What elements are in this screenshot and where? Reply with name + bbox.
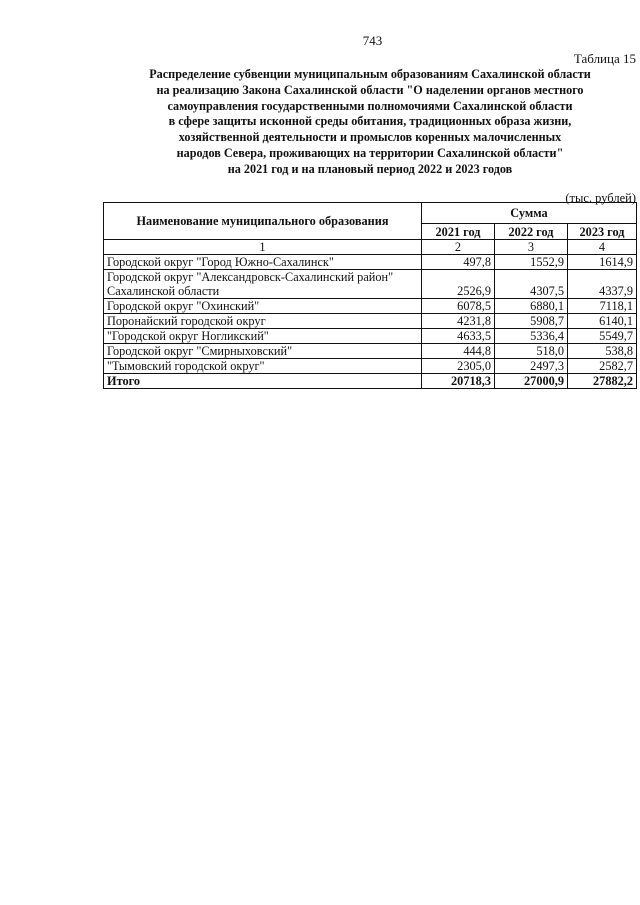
title-line: в сфере защиты исконной среды обитания, традиционных образа жизни, [168, 114, 572, 129]
municipality-name: "Городской округ Ногликский" [104, 329, 422, 344]
total-row [104, 374, 637, 389]
municipality-name: Городской округ "Город Южно-Сахалинск" [104, 255, 422, 270]
total-2022: 27000,9 [495, 374, 568, 389]
total-label: Итого [104, 374, 422, 389]
header-municipality: Наименование муниципального образования [104, 203, 422, 240]
title-line: Распределение субвенции муниципальным образованиям Сахалинской области [149, 67, 591, 81]
municipality-name: Городской округ "Александровск-Сахалинский район" Сахалинской области [104, 270, 422, 299]
value-2022: 1552,9 [495, 255, 568, 270]
title-line: самоуправления государственными полномочиями Сахалинской области [167, 98, 573, 113]
header-sum: Сумма [422, 203, 637, 224]
value-2021: 2526,9 [422, 270, 495, 299]
column-number: 2 [422, 240, 495, 255]
header-year-2022: 2022 год [495, 223, 568, 239]
column-number: 1 [104, 240, 422, 255]
title-line: хозяйственной деятельности и промыслов коренных малочисленных [178, 130, 562, 145]
table-row [104, 344, 637, 359]
value-2021: 4633,5 [422, 329, 495, 344]
value-2021: 4231,8 [422, 314, 495, 329]
value-2022: 6880,1 [495, 299, 568, 314]
value-2023: 7118,1 [568, 299, 637, 314]
municipality-name: Поронайский городской округ [104, 314, 422, 329]
page-number: 743 [362, 33, 383, 48]
title-line: на 2021 год и на плановый период 2022 и 2023 годов [227, 161, 513, 176]
value-2021: 6078,5 [422, 299, 495, 314]
value-2021: 497,8 [422, 255, 495, 270]
document-title [100, 67, 640, 178]
units-label: (тыс. рублей) [565, 191, 636, 205]
value-2022: 518,0 [495, 344, 568, 359]
column-number: 3 [495, 240, 568, 255]
distribution-table [103, 202, 637, 389]
total-2021: 20718,3 [422, 374, 495, 389]
table-row [104, 314, 637, 329]
value-2022: 4307,5 [495, 270, 568, 299]
municipality-name: Городской округ "Смирныховский" [104, 344, 422, 359]
value-2023: 4337,9 [568, 270, 637, 299]
header-year-2023: 2023 год [568, 223, 637, 239]
value-2022: 5908,7 [495, 314, 568, 329]
value-2022: 5336,4 [495, 329, 568, 344]
table-row [104, 270, 637, 299]
title-line: на реализацию Закона Сахалинской области "О наделении органов местного [156, 82, 584, 97]
value-2021: 444,8 [422, 344, 495, 359]
municipality-name: "Тымовский городской округ" [104, 359, 422, 374]
table-row [104, 299, 637, 314]
table-row [104, 255, 637, 270]
value-2021: 2305,0 [422, 359, 495, 374]
value-2023: 538,8 [568, 344, 637, 359]
total-2023: 27882,2 [568, 374, 637, 389]
table-row [104, 329, 637, 344]
table-label: Таблица 15 [573, 51, 636, 66]
value-2023: 5549,7 [568, 329, 637, 344]
title-line: народов Севера, проживающих на территории Сахалинской области" [176, 145, 564, 160]
value-2023: 2582,7 [568, 359, 637, 374]
value-2023: 1614,9 [568, 255, 637, 270]
value-2023: 6140,1 [568, 314, 637, 329]
municipality-name: Городской округ "Охинский" [104, 299, 422, 314]
header-year-2021: 2021 год [422, 223, 495, 239]
value-2022: 2497,3 [495, 359, 568, 374]
table-row [104, 359, 637, 374]
column-number: 4 [568, 240, 637, 255]
